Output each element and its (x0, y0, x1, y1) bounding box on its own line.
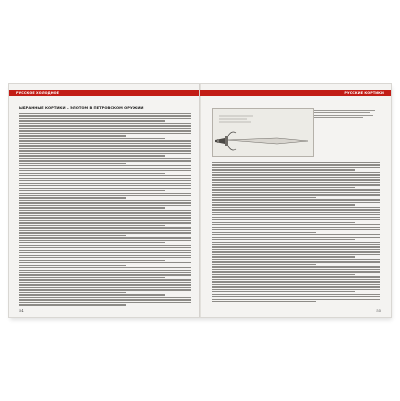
text-line (19, 165, 191, 166)
text-line (19, 240, 191, 241)
text-line (19, 195, 191, 196)
page-number-right: 55 (376, 309, 381, 313)
text-line (19, 247, 191, 248)
text-line (212, 197, 316, 198)
text-line (212, 239, 355, 240)
left-text-column (19, 113, 191, 307)
text-line (19, 217, 191, 218)
text-line (212, 212, 380, 213)
text-line (19, 153, 191, 154)
text-line (212, 177, 380, 178)
text-line (19, 178, 191, 179)
text-line (212, 279, 380, 280)
text-line (212, 184, 380, 185)
text-line (212, 172, 380, 173)
text-line (212, 291, 355, 292)
text-line (19, 282, 191, 283)
text-line (212, 162, 380, 163)
header-label-right: РУССКИЕ КОРТИКИ (344, 91, 384, 95)
text-line (212, 169, 355, 170)
text-line (212, 249, 380, 250)
text-line (19, 252, 191, 253)
right-text-column (212, 162, 380, 304)
text-line (19, 190, 165, 191)
text-line (19, 115, 191, 116)
text-line (212, 217, 380, 218)
text-line (212, 261, 380, 262)
header-label-left: РУССКОЕ ХОЛОДНОЕ (16, 91, 60, 95)
text-line (212, 269, 380, 270)
text-line (212, 209, 380, 210)
text-line (19, 297, 191, 298)
text-line (212, 222, 355, 223)
text-line (19, 113, 191, 114)
text-line (212, 214, 380, 215)
text-line (212, 274, 355, 275)
text-line (19, 123, 191, 124)
text-line (19, 140, 191, 141)
text-line (19, 304, 126, 305)
text-line (19, 302, 191, 303)
text-line (19, 188, 191, 189)
text-line (19, 299, 191, 300)
text-line (212, 237, 380, 238)
text-line (19, 168, 191, 169)
text-line (19, 200, 191, 201)
text-line (19, 242, 165, 243)
text-line (19, 222, 191, 223)
text-line (212, 174, 380, 175)
text-line (19, 173, 165, 174)
illustration-caption (314, 110, 378, 120)
text-line (19, 185, 191, 186)
text-line (19, 277, 165, 278)
right-page (200, 84, 391, 317)
text-line (19, 205, 191, 206)
text-line (212, 266, 380, 267)
text-line (19, 227, 191, 228)
text-line (19, 294, 165, 295)
text-line (19, 265, 126, 266)
text-line (19, 267, 191, 268)
text-line (212, 207, 380, 208)
text-line (212, 254, 380, 255)
text-line (212, 301, 316, 302)
text-line (212, 244, 380, 245)
text-line (19, 292, 126, 293)
text-line (212, 189, 380, 190)
text-line (212, 179, 380, 180)
text-line (19, 193, 191, 194)
text-line (212, 246, 380, 247)
text-line (212, 229, 380, 230)
text-line (19, 260, 165, 261)
text-line (19, 180, 191, 181)
text-line (19, 220, 191, 221)
text-line (19, 230, 191, 231)
text-line (212, 182, 380, 183)
left-page (9, 84, 200, 317)
text-line (19, 284, 191, 285)
text-line (19, 120, 165, 121)
page-number-left: 54 (19, 309, 24, 313)
text-line (19, 287, 191, 288)
text-line (19, 125, 191, 126)
text-line (19, 148, 191, 149)
book-spread (9, 84, 391, 317)
text-line (19, 202, 191, 203)
text-line (19, 225, 165, 226)
text-line (19, 150, 191, 151)
text-line (19, 257, 191, 258)
text-line (212, 296, 380, 297)
text-line (19, 279, 191, 280)
dagger-illustration (212, 108, 314, 157)
text-line (19, 118, 191, 119)
text-line (19, 262, 191, 263)
text-line (212, 219, 380, 220)
text-line (212, 242, 380, 243)
text-line (19, 274, 191, 275)
text-line (19, 255, 191, 256)
text-line (19, 197, 126, 198)
text-line (212, 202, 380, 203)
text-line (212, 167, 380, 168)
text-line (19, 245, 191, 246)
text-line (212, 284, 380, 285)
text-line (19, 135, 126, 136)
text-line (19, 143, 191, 144)
text-line (19, 170, 191, 171)
text-line (19, 210, 191, 211)
text-line (212, 227, 380, 228)
text-line (19, 235, 126, 236)
text-line (212, 199, 380, 200)
text-line (212, 251, 380, 252)
text-line (212, 187, 355, 188)
text-line (19, 272, 191, 273)
text-line (19, 289, 191, 290)
text-line (19, 138, 165, 139)
text-line (212, 276, 380, 277)
text-line (19, 158, 191, 159)
section-heading: ЫБРАННЫЕ КОРТИКИ – ЭЛОТОМ В ПЕТРОВСКОМ ОРУЖИИ (19, 106, 144, 110)
text-line (19, 175, 191, 176)
text-line (212, 194, 380, 195)
text-line (19, 183, 191, 184)
text-line (19, 250, 191, 251)
text-line (212, 281, 380, 282)
text-line (212, 234, 380, 235)
text-line (19, 145, 191, 146)
text-line (19, 212, 191, 213)
text-line (19, 160, 191, 161)
text-line (212, 232, 316, 233)
text-line (19, 133, 191, 134)
text-line (19, 215, 191, 216)
text-line (212, 294, 380, 295)
text-line (19, 163, 126, 164)
text-line (212, 271, 380, 272)
dagger-drawing-icon (213, 109, 313, 156)
text-line (212, 299, 380, 300)
text-line (212, 164, 380, 165)
text-line (212, 286, 380, 287)
text-line (212, 192, 380, 193)
text-line (212, 256, 355, 257)
text-line (212, 289, 380, 290)
text-line (19, 207, 165, 208)
text-line (212, 264, 316, 265)
text-line (19, 270, 191, 271)
text-line (19, 128, 191, 129)
text-line (212, 204, 355, 205)
text-line (212, 259, 380, 260)
text-line (19, 232, 191, 233)
text-line (19, 237, 191, 238)
text-line (19, 155, 165, 156)
text-line (212, 224, 380, 225)
text-line (19, 130, 191, 131)
